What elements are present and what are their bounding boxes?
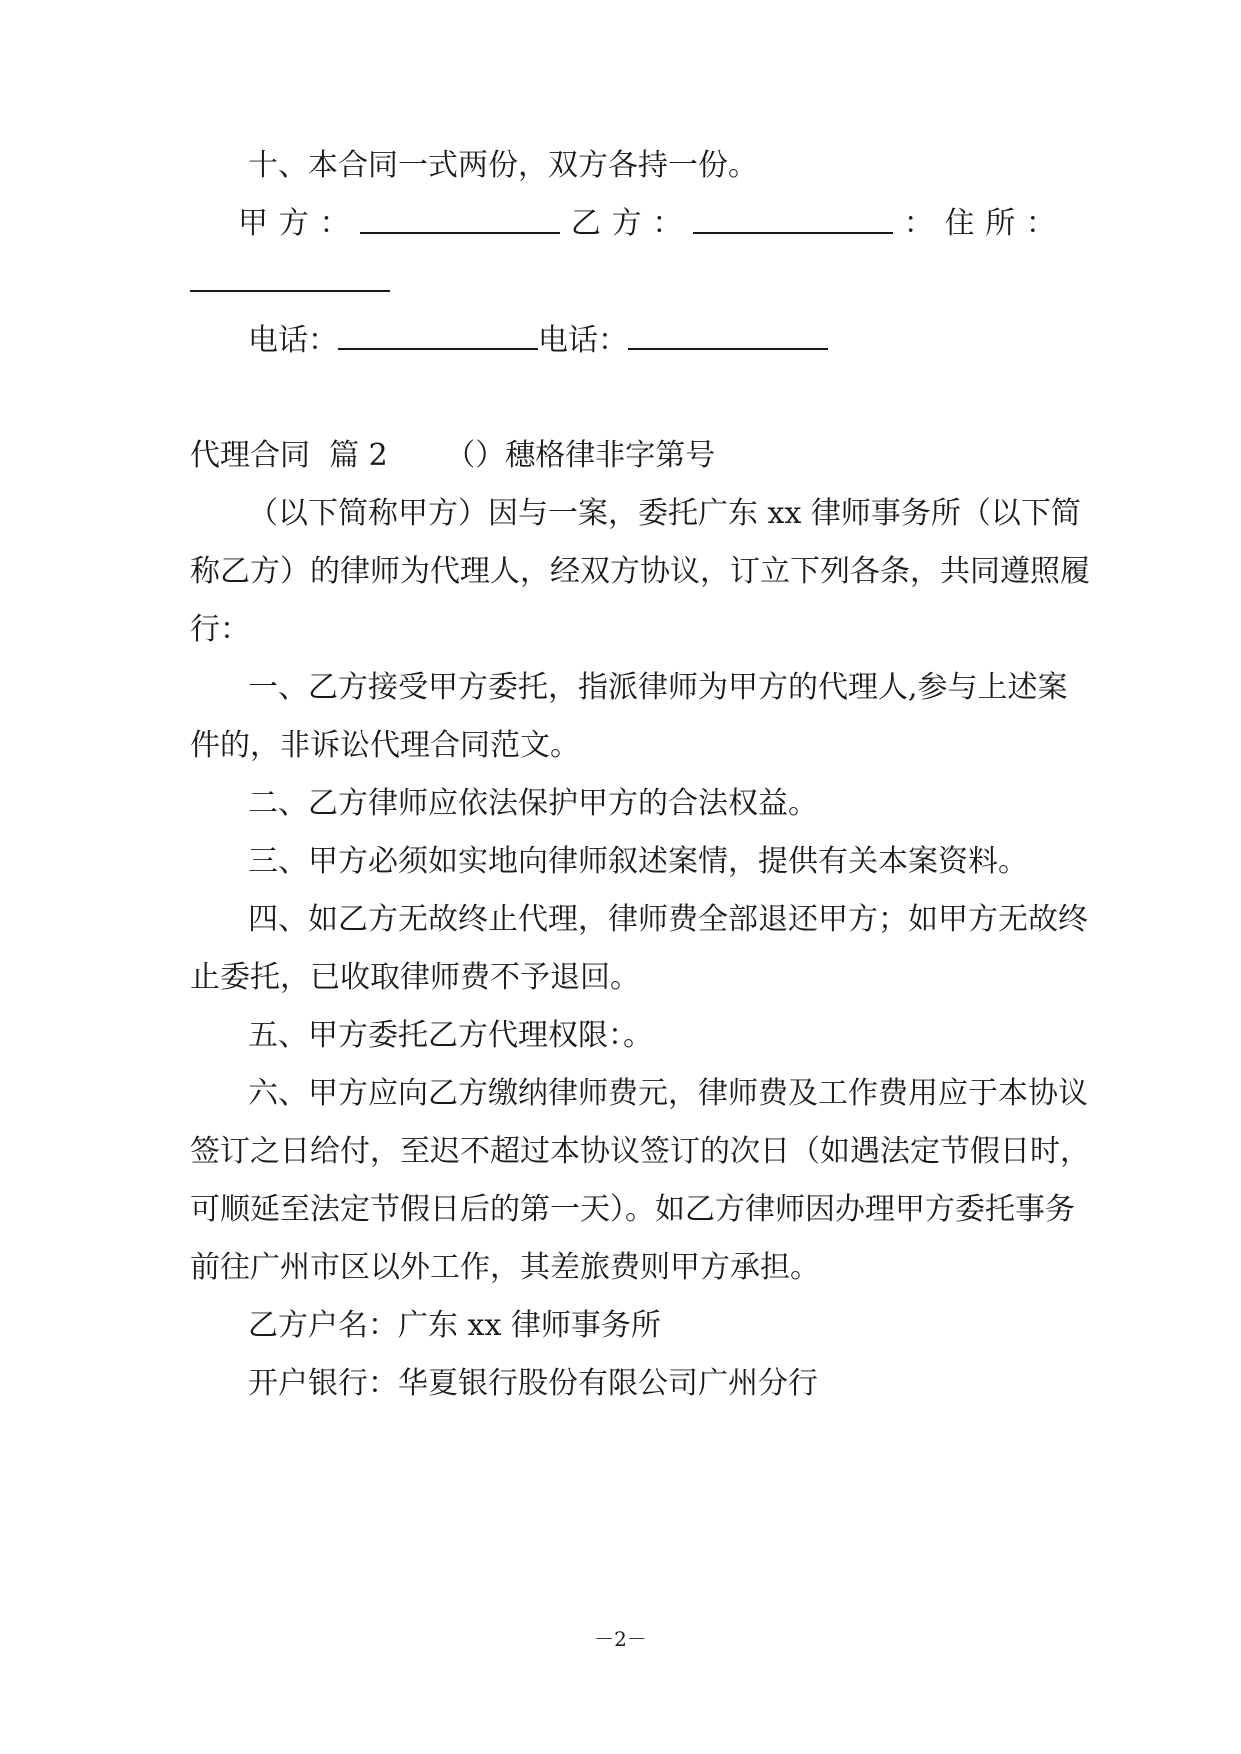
contract-title-line: [190, 436, 1056, 476]
phone-label-b: 电话：: [538, 323, 628, 358]
account-name: 乙方户名：广东 xx 律师事务所: [248, 1308, 661, 1343]
clause-6-line-3: 可顺延至法定节假日后的第一天）。如乙方律师因办理甲方委托事务: [190, 1192, 1075, 1227]
party-b-char-1: 乙: [570, 206, 601, 241]
party-line: [238, 204, 1056, 244]
clause-5: 五、甲方委托乙方代理权限：。: [248, 1018, 653, 1053]
party-a-blank[interactable]: [360, 204, 560, 234]
party-b-colon: ：: [652, 206, 683, 241]
reference-number: （）穗格律非字第号: [445, 438, 716, 473]
address-char-2: 所: [985, 206, 1016, 241]
bank-name: 开户银行：华夏银行股份有限公司广州分行: [248, 1366, 818, 1401]
clause-10: 十、本合同一式两份，双方各持一份。: [248, 148, 758, 183]
clause-2: 二、乙方律师应依法保护甲方的合法权益。: [248, 786, 818, 821]
phone-label-a: 电话：: [248, 323, 338, 358]
page-number: －2－: [594, 1627, 647, 1651]
para1-line-1: （以下简称甲方）因与一案，委托广东 xx 律师事务所（以下简: [248, 496, 1081, 531]
clause-6-line-2: 签订之日给付，至迟不超过本协议签订的次日（如遇法定节假日时，: [190, 1134, 1090, 1169]
party-a-char-2: 方: [278, 206, 309, 241]
contract-title: 代理合同 篇 2: [190, 438, 388, 473]
clause-6-line-4: 前往广州市区以外工作，其差旅费则甲方承担。: [190, 1250, 820, 1285]
phone-a-blank[interactable]: [338, 320, 538, 350]
party-a-colon: ：: [319, 206, 350, 241]
clause-6-line-1: 六、甲方应向乙方缴纳律师费元，律师费及工作费用应于本协议: [248, 1076, 1088, 1111]
address-colon-1: ：: [903, 206, 934, 241]
address-blank-line: [190, 262, 1056, 303]
clause-3: 三、甲方必须如实地向律师叙述案情，提供有关本案资料。: [248, 844, 1028, 879]
clause-1-line-1: 一、乙方接受甲方委托，指派律师为甲方的代理人,参与上述案: [248, 670, 1068, 705]
address-char-1: 住: [944, 206, 975, 241]
address-colon-2: ：: [1025, 206, 1056, 241]
party-b-char-2: 方: [611, 206, 642, 241]
para1-line-3: 行：: [190, 612, 250, 647]
clause-4-line-2: 止委托，已收取律师费不予退回。: [190, 960, 640, 995]
party-a-char-1: 甲: [238, 206, 268, 241]
phone-line: [248, 320, 1114, 361]
clause-4-line-1: 四、如乙方无故终止代理，律师费全部退还甲方；如甲方无故终: [248, 902, 1088, 937]
para1-line-2: 称乙方）的律师为代理人，经双方协议，订立下列各条，共同遵照履: [190, 554, 1090, 589]
address-blank[interactable]: [190, 262, 390, 292]
party-b-blank[interactable]: [693, 204, 893, 234]
clause-1-line-2: 件的，非诉讼代理合同范文。: [190, 728, 580, 763]
phone-b-blank[interactable]: [628, 320, 828, 350]
